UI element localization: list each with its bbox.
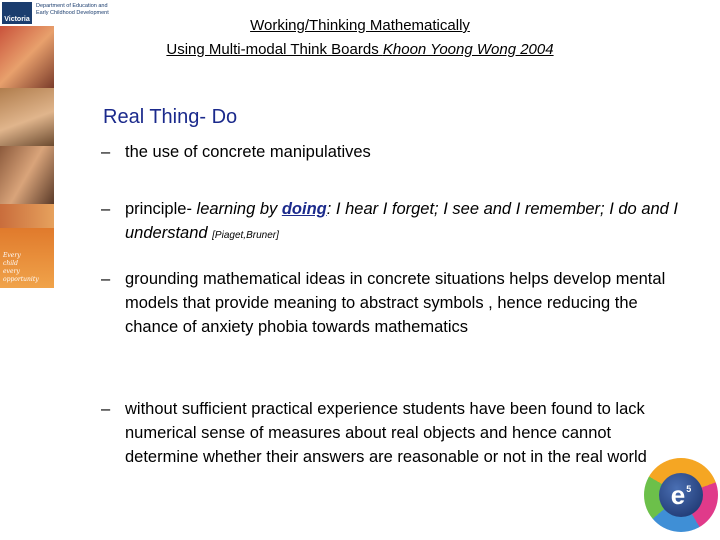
strip-caption (3, 252, 51, 284)
photo-child-4 (0, 204, 54, 228)
bullet-text: without sufficient practical experience students have been found to lack numerical sense of measures about real objects and hence cannot determine whether their answers are reasonable or not in the real world (125, 400, 647, 466)
bullet-item (101, 140, 681, 164)
e5-logo (644, 458, 718, 532)
title-line-1: Working/Thinking Mathematically (250, 17, 470, 34)
caption-line: every (3, 268, 20, 275)
bullet-item (101, 397, 681, 469)
bullet-item (101, 197, 681, 248)
title-line-2 (100, 38, 620, 62)
e5-logo-superscript: 5 (686, 484, 692, 494)
bullet-dash: – (101, 270, 111, 288)
department-line: Department of Education and (36, 3, 108, 9)
bullet-dash: – (101, 200, 111, 218)
bullet-text-italic: learning by (196, 200, 282, 218)
title-line-2-text: Using Multi-modal Think Boards (166, 41, 383, 58)
photo-child-3 (0, 146, 54, 204)
strip-blank (0, 288, 54, 540)
photo-child-2 (0, 88, 54, 146)
bullet-text-italic: : I hear I forget; I see and I remember; I do and I understand (125, 200, 679, 242)
bullet-text (125, 197, 681, 248)
photo-strip (0, 0, 54, 540)
doing-emphasis: doing (281, 200, 327, 218)
bullet-text: the use of concrete manipulatives (125, 143, 371, 161)
slide-title (100, 14, 620, 62)
section-heading: Real Thing- Do (103, 106, 238, 128)
bullet-text-plain: principle- (125, 200, 197, 218)
title-author: Khoon Yoong Wong 2004 (382, 41, 554, 58)
caption-line: opportunity (3, 276, 39, 283)
caption-line: Every (3, 252, 21, 259)
bullet-item (101, 267, 681, 339)
bullet-dash: – (101, 143, 111, 161)
citation: [Piaget,Bruner] (212, 230, 279, 241)
e5-logo-letter: e (670, 479, 686, 510)
e5-logo-center (659, 473, 703, 517)
photo-child-1 (0, 26, 54, 88)
bullet-dash: – (101, 400, 111, 418)
victoria-logo-text: Victoria (4, 16, 30, 23)
victoria-logo (2, 2, 32, 24)
bullet-text: grounding mathematical ideas in concrete situations helps develop mental models that provide meaning to abstract symbols , hence reducing the chance of anxiety phobia towards mathematics (125, 270, 666, 336)
caption-line: child (3, 260, 18, 267)
department-line: Early Childhood Development (36, 10, 109, 16)
